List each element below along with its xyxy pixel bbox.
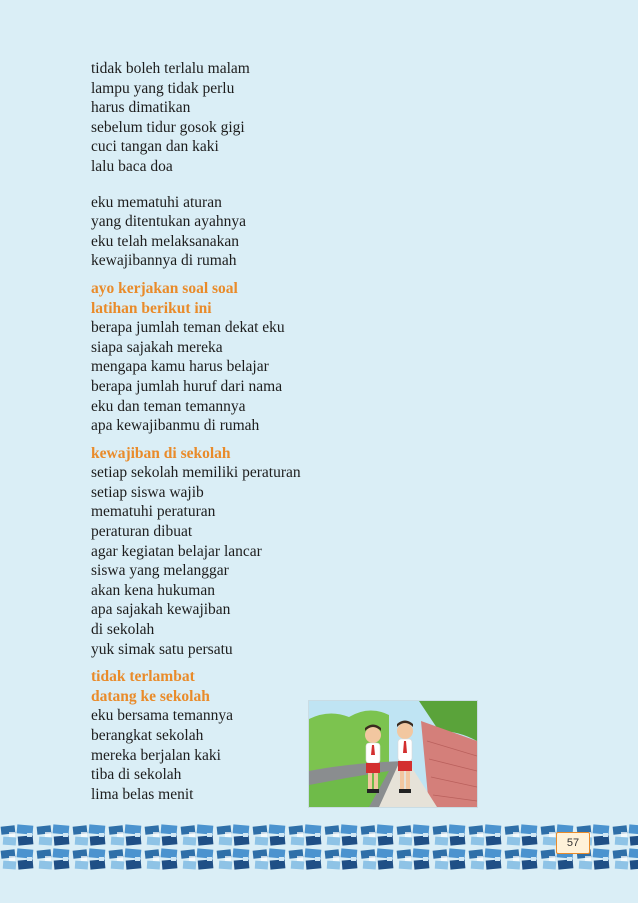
section-exercises: [91, 279, 451, 436]
poem-line: tidak boleh terlalu malam: [91, 60, 250, 77]
poem-line: yuk simak satu persatu: [91, 640, 233, 658]
stanza-gap: [91, 436, 451, 444]
section-heading: ayo kerjakan soal soal: [91, 279, 238, 297]
poem-line: setiap sekolah memiliki peraturan: [91, 464, 301, 482]
poem-line: lima belas menit: [91, 785, 194, 803]
illustration-children-walking: [308, 700, 478, 808]
poem-line: harus dimatikan: [91, 99, 191, 117]
poem-line: berapa jumlah huruf dari nama: [91, 377, 283, 395]
poem-line: eku bersama temannya: [91, 707, 234, 725]
poem-block-2: [91, 193, 451, 271]
poem-line: apa kewajibanmu di rumah: [91, 417, 260, 435]
poem-line: berapa jumlah teman dekat eku: [91, 319, 285, 337]
poem-block-1: [91, 59, 451, 177]
poem-line: sebelum tidur gosok gigi: [91, 118, 245, 136]
section-heading: datang ke sekolah: [91, 687, 210, 705]
poem-line: agar kegiatan belajar lancar: [91, 542, 262, 560]
section-heading: tidak terlambat: [91, 668, 195, 686]
poem-line: mematuhi peraturan: [91, 503, 216, 521]
poem-line: setiap siswa wajib: [91, 483, 204, 501]
page-number: 57: [556, 832, 590, 854]
poem-line: yang ditentukan ayahnya: [91, 213, 246, 231]
poem-line: siapa sajakah mereka: [91, 338, 223, 356]
section-heading: kewajiban di sekolah: [91, 444, 231, 462]
poem-line: eku dan teman temannya: [91, 397, 246, 415]
section-heading: latihan berikut ini: [91, 299, 212, 317]
poem-line: cuci tangan dan kaki: [91, 138, 219, 156]
stanza-gap: [91, 177, 451, 193]
poem-line: tiba di sekolah: [91, 766, 182, 784]
poem-line: lalu baca doa: [91, 157, 173, 175]
poem-line: berangkat sekolah: [91, 727, 204, 744]
poem-line: kewajibannya di rumah: [91, 252, 237, 270]
poem-line: eku telah melaksanakan: [91, 232, 240, 250]
section-school-duties: [91, 444, 451, 660]
poem-line: eku mematuhi aturan: [91, 193, 222, 211]
poem-line: apa sajakah kewajiban: [91, 601, 231, 619]
stanza-gap: [91, 659, 451, 667]
poem-line: di sekolah: [91, 621, 155, 639]
poem-line: mereka berjalan kaki: [91, 746, 221, 764]
decorative-border-band: [0, 823, 638, 871]
poem-line: mengapa kamu harus belajar: [91, 358, 269, 376]
poem-line: akan kena hukuman: [91, 581, 215, 599]
poem-line: siswa yang melanggar: [91, 562, 229, 580]
poem-text: [91, 59, 451, 804]
poem-line: peraturan dibuat: [91, 523, 193, 541]
stanza-gap: [91, 271, 451, 279]
poem-line: lampu yang tidak perlu: [91, 79, 235, 97]
